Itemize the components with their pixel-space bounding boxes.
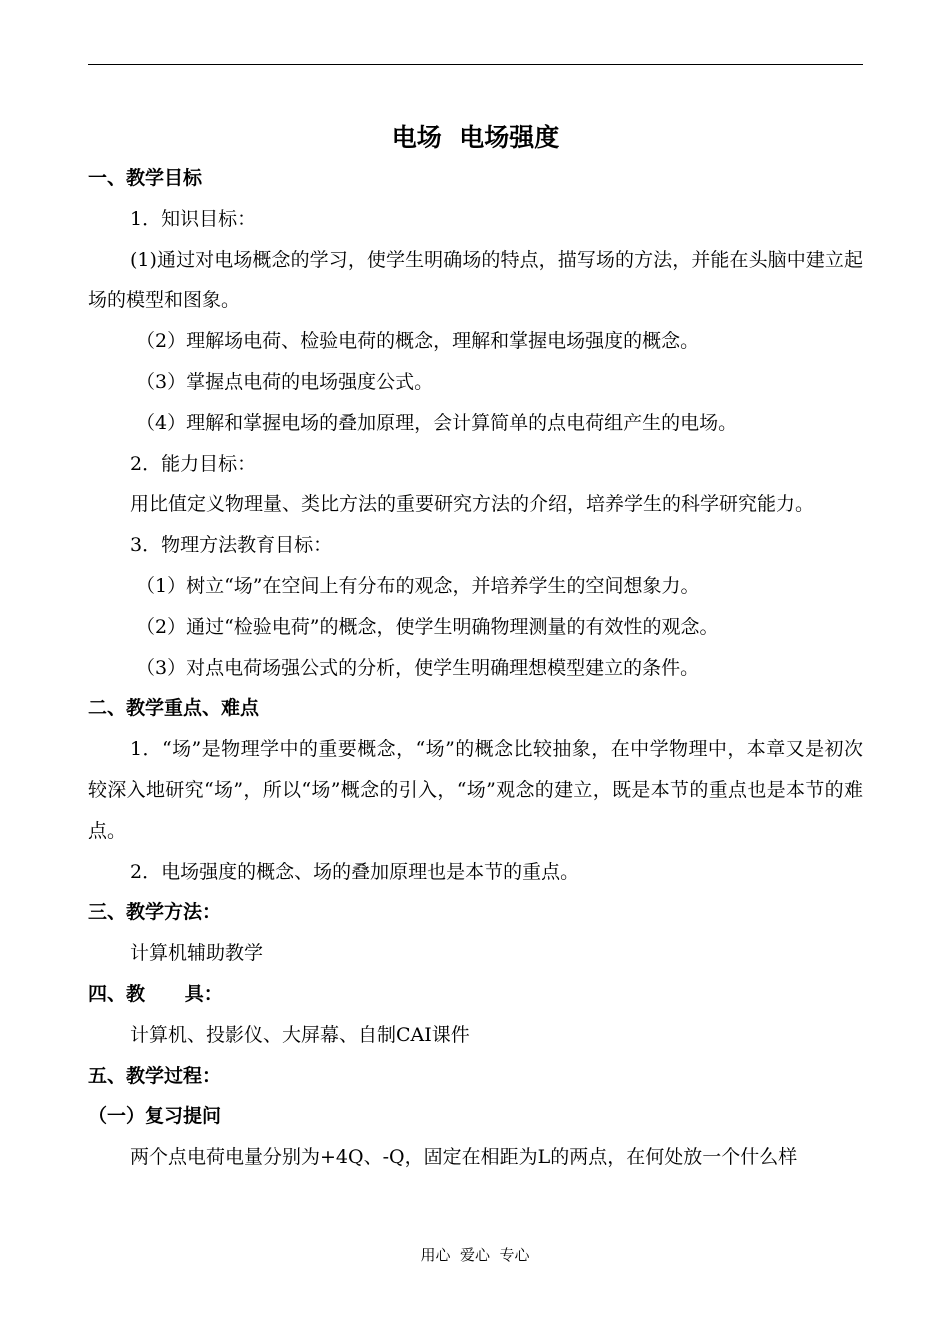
section-heading-key-points: 二、教学重点、难点 bbox=[88, 697, 260, 720]
ability-goal-title: 2．能力目标： bbox=[130, 452, 257, 475]
key-point-2: 2．电场强度的概念、场的叠加原理也是本节的重点。 bbox=[130, 860, 580, 883]
key-point-1: 1．“场”是物理学中的重要概念，“场”的概念比较抽象，在中学物理中，本章又是初次较深入地研究“场”，所以“场”概念的引入，“场”观念的建立，既是本节的重点也是本节的难点。 bbox=[88, 738, 863, 842]
subsection-review: （一）复习提问 bbox=[88, 1105, 222, 1128]
section-heading-tools: 四、教 具： bbox=[88, 982, 223, 1005]
knowledge-goal-title: 1．知识目标： bbox=[130, 207, 257, 230]
section-heading-method: 三、教学方法： bbox=[88, 901, 222, 924]
method-goal-3: （3）对点电荷场强公式的分析，使学生明确理想模型建立的条件。 bbox=[136, 656, 700, 679]
review-question-1: 两个点电荷电量分别为+4Q、-Q，固定在相距为L的两点，在何处放一个什么样 bbox=[130, 1146, 798, 1169]
section-heading-objectives: 一、教学目标 bbox=[88, 167, 203, 189]
page-title: 电场 电场强度 bbox=[391, 123, 560, 152]
page-footer: 用心 爱心 专心 bbox=[420, 1246, 530, 1264]
tools-body: 计算机、投影仪、大屏幕、自制CAI课件 bbox=[130, 1023, 470, 1046]
document-body bbox=[88, 118, 863, 1178]
method-goal-1: （1）树立“场”在空间上有分布的观念，并培养学生的空间想象力。 bbox=[136, 574, 700, 597]
knowledge-goal-1: (1)通过对电场概念的学习，使学生明确场的特点，描写场的方法，并能在头脑中建立起场的模型和图象。 bbox=[88, 248, 863, 312]
knowledge-goal-3: （3）掌握点电荷的电场强度公式。 bbox=[136, 370, 434, 393]
ability-goal-1: 用比值定义物理量、类比方法的重要研究方法的介绍，培养学生的科学研究能力。 bbox=[130, 493, 815, 516]
knowledge-goal-4: （4）理解和掌握电场的叠加原理，会计算简单的点电荷组产生的电场。 bbox=[136, 411, 738, 434]
header-rule bbox=[88, 64, 863, 65]
knowledge-goal-2: （2）理解场电荷、检验电荷的概念，理解和掌握电场强度的概念。 bbox=[136, 330, 700, 353]
method-body: 计算机辅助教学 bbox=[130, 942, 264, 965]
method-goal-2: （2）通过“检验电荷”的概念，使学生明确物理测量的有效性的观念。 bbox=[136, 615, 719, 638]
method-goal-title: 3．物理方法教育目标： bbox=[130, 534, 333, 557]
section-heading-process: 五、教学过程： bbox=[88, 1064, 222, 1087]
